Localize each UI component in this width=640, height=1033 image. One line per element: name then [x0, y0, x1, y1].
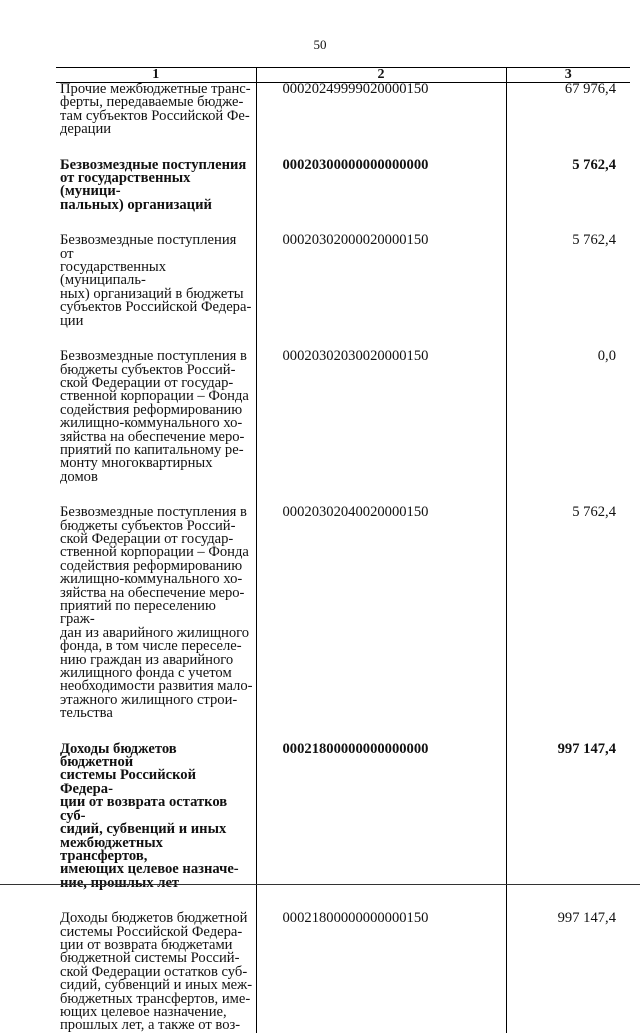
description-line: Безвозмездные поступления от [60, 232, 237, 262]
table-row [56, 743, 630, 912]
description-line: дан из аварийного жилищного [60, 624, 250, 641]
description-line: пальных) организаций [60, 196, 212, 213]
description-line: сидий, субвенций и иных меж- [60, 977, 253, 994]
description-line: монту многоквартирных домов [60, 455, 213, 485]
description-line: имеющих целевое назначе- [60, 861, 239, 878]
revenue-table [56, 67, 630, 1033]
description-line: фонда, в том числе переселе- [60, 638, 242, 655]
description-line: прошлых лет, а также от воз- [60, 1017, 241, 1033]
table-row [56, 350, 630, 506]
description-line: Безвозмездные поступления в [60, 504, 247, 521]
row-description [56, 83, 256, 159]
column-header-1: 1 [56, 68, 256, 83]
column-header-3: 3 [506, 68, 630, 83]
scan-edge-line [0, 884, 640, 885]
description-line: ской Федерации остатков суб- [60, 963, 248, 980]
row-description [56, 506, 256, 743]
row-code: 00020302000020000150 [256, 234, 506, 350]
description-line: дерации [60, 121, 112, 138]
description-line: государственных (муниципаль- [60, 259, 167, 289]
description-line: бюджеты субъектов Россий- [60, 517, 236, 534]
row-description [56, 156, 256, 235]
description-line: ской Федерации от государ- [60, 374, 234, 391]
description-line: сидий, субвенций и иных [60, 821, 227, 838]
page-number: 50 [313, 37, 327, 52]
table-body [56, 83, 630, 1033]
description-line: тельства [60, 705, 113, 722]
row-amount: 0,0 [506, 350, 630, 506]
description-line: системы Российской Федера- [60, 923, 243, 940]
description-line: ции от возврата бюджетами [60, 936, 233, 953]
description-line: ющих целевое назначение, [60, 1003, 227, 1020]
description-line: ственной корпорации – Фонда [60, 544, 249, 561]
description-line: ственной корпорации – Фонда [60, 388, 249, 405]
row-description [56, 350, 256, 506]
description-line: ской Федерации от государ- [60, 530, 234, 547]
description-line: жилищного фонда с учетом [60, 665, 232, 682]
row-amount: 997 147,4 [506, 743, 630, 912]
row-description [56, 912, 256, 1033]
description-line: Доходы бюджетов бюджетной [60, 910, 248, 927]
description-line: Безвозмездные поступления в [60, 348, 247, 365]
row-code: 00021800000000000150 [256, 912, 506, 1033]
description-line: ных) организаций в бюджеты [60, 285, 244, 302]
table-row [56, 912, 630, 1033]
row-code: 00021800000000000000 [256, 743, 506, 912]
description-line: бюджеты субъектов Россий- [60, 361, 236, 378]
description-line: необходимости развития мало- [60, 678, 253, 695]
description-line: содействия реформированию [60, 401, 243, 418]
row-description [56, 234, 256, 350]
row-amount: 67 976,4 [506, 83, 630, 159]
description-line: ферты, передаваемые бюдже- [60, 94, 244, 111]
table-row [56, 159, 630, 235]
description-line: ции [60, 312, 84, 329]
row-amount: 5 762,4 [506, 506, 630, 743]
column-header-2: 2 [256, 68, 506, 83]
description-line: бюджетной системы Россий- [60, 950, 240, 967]
description-line: межбюджетных трансфертов, [60, 834, 163, 864]
description-line: Доходы бюджетов бюджетной [60, 740, 177, 771]
description-line: жилищно-коммунального хо- [60, 571, 243, 588]
description-line: ние, прошлых лет [60, 874, 180, 891]
table-row [56, 234, 630, 350]
table-row [56, 506, 630, 743]
row-amount: 997 147,4 [506, 912, 630, 1033]
description-line: содействия реформированию [60, 557, 243, 574]
description-line: приятий по переселению граж- [60, 598, 216, 628]
description-line: ции от возврата остатков суб- [60, 794, 228, 824]
description-line: субъектов Российской Федера- [60, 299, 252, 316]
description-line: зяйства на обеспечение меро- [60, 428, 245, 445]
description-line: приятий по капитальному ре- [60, 441, 244, 458]
description-line: нию граждан из аварийного [60, 651, 234, 668]
description-line: Прочие межбюджетные транс- [60, 81, 251, 97]
row-description [56, 740, 256, 912]
description-line: бюджетных трансфертов, име- [60, 990, 251, 1007]
table-row [56, 83, 630, 159]
row-amount: 5 762,4 [506, 234, 630, 350]
description-line: этажного жилищного строи- [60, 691, 238, 708]
row-code: 00020302040020000150 [256, 506, 506, 743]
description-line: жилищно-коммунального хо- [60, 415, 243, 432]
row-code: 00020300000000000000 [256, 159, 506, 235]
description-line: системы Российской Федера- [60, 767, 197, 797]
description-line: там субъектов Российской Фе- [60, 107, 250, 124]
description-line: Безвозмездные поступления [60, 156, 247, 173]
description-line: от государственных (муници- [60, 170, 191, 200]
row-amount: 5 762,4 [506, 159, 630, 235]
row-code: 00020302030020000150 [256, 350, 506, 506]
description-line: зяйства на обеспечение меро- [60, 584, 245, 601]
row-code: 00020249999020000150 [256, 83, 506, 159]
